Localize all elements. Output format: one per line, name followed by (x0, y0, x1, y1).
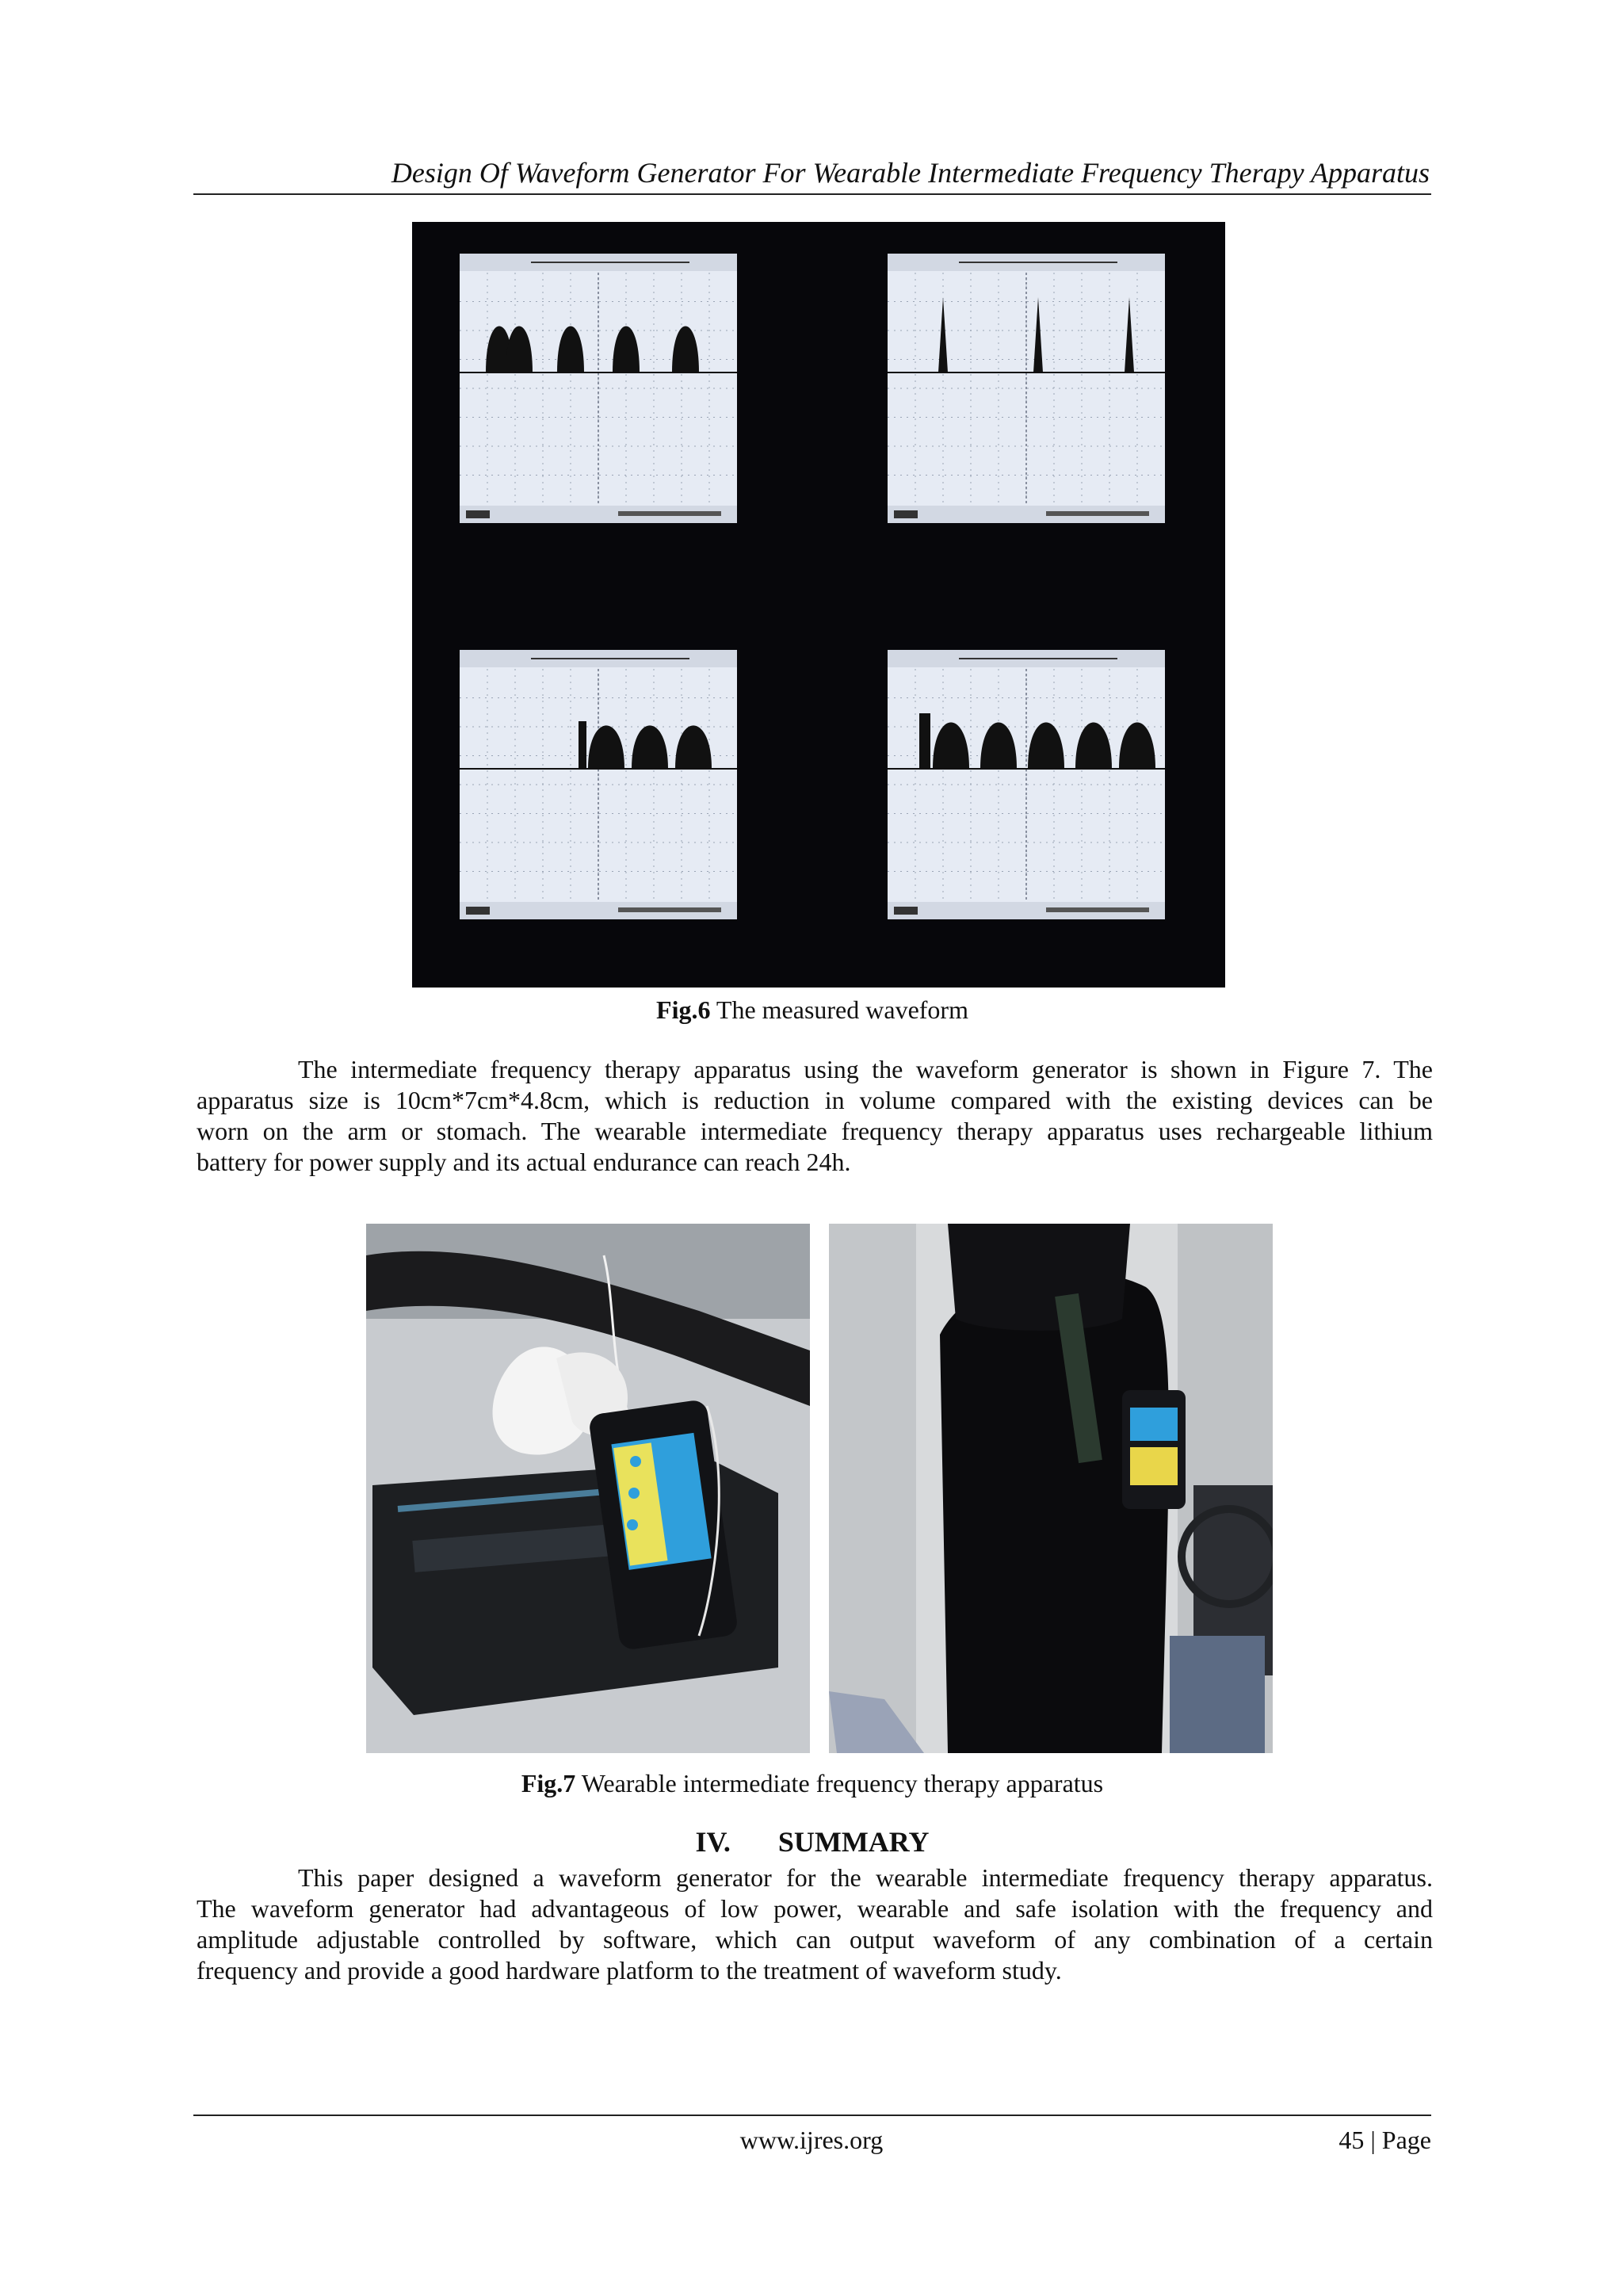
figure-7-caption (193, 1767, 1431, 1799)
footer-url: www.ijres.org (739, 2126, 884, 2154)
figure-6-label: Fig.6 (656, 995, 711, 1024)
footer-rule (193, 2115, 1431, 2116)
paragraph-line: This paper designed a waveform generator for the wearable intermediate frequency therapy apparatus. (298, 1863, 1433, 1892)
paragraph-line: The intermediate frequency therapy apparatus using the waveform generator is shown in Figure 7. The (298, 1055, 1433, 1083)
paragraph-line: worn on the arm or stomach. The wearable intermediate frequency therapy apparatus uses rechargeable lithium (197, 1117, 1433, 1145)
footer-page-number: 45 | Page (1338, 2126, 1431, 2154)
photo-device-worn-on-arm (829, 1224, 1273, 1753)
section-heading-summary (193, 1824, 1431, 1859)
scope-panel-4 (888, 650, 1165, 919)
running-header: Design Of Waveform Generator For Wearable Intermediate Frequency Therapy Apparatus (391, 157, 1430, 189)
section-number: IV. (695, 1826, 731, 1858)
scope-panel-2 (888, 254, 1165, 523)
figure-6-caption (193, 994, 1431, 1026)
header-rule (193, 193, 1431, 195)
figure-7-caption-text: Wearable intermediate frequency therapy apparatus (581, 1769, 1104, 1797)
paragraph-summary (197, 1862, 1433, 1986)
paragraph-line: frequency and provide a good hardware platform to the treatment of waveform study. (197, 1956, 1062, 1985)
figure-7-label: Fig.7 (521, 1769, 576, 1797)
figure-6-caption-text: The measured waveform (716, 995, 968, 1024)
paragraph-line: amplitude adjustable controlled by software, which can output waveform of any combination of a certain (197, 1925, 1433, 1954)
paragraph-line: battery for power supply and its actual endurance can reach 24h. (197, 1148, 851, 1176)
photo-device-on-table (366, 1224, 810, 1753)
section-title: SUMMARY (777, 1826, 930, 1858)
scope-panel-3 (460, 650, 737, 919)
paragraph-figure7-intro (197, 1054, 1433, 1178)
figure-6-measured-waveform (412, 222, 1225, 988)
paragraph-line: The waveform generator had advantageous of low power, wearable and safe isolation with the frequency and (197, 1894, 1433, 1923)
paragraph-line: apparatus size is 10cm*7cm*4.8cm, which is reduction in volume compared with the existing devices can be (197, 1086, 1433, 1114)
scope-panel-1 (460, 254, 737, 523)
